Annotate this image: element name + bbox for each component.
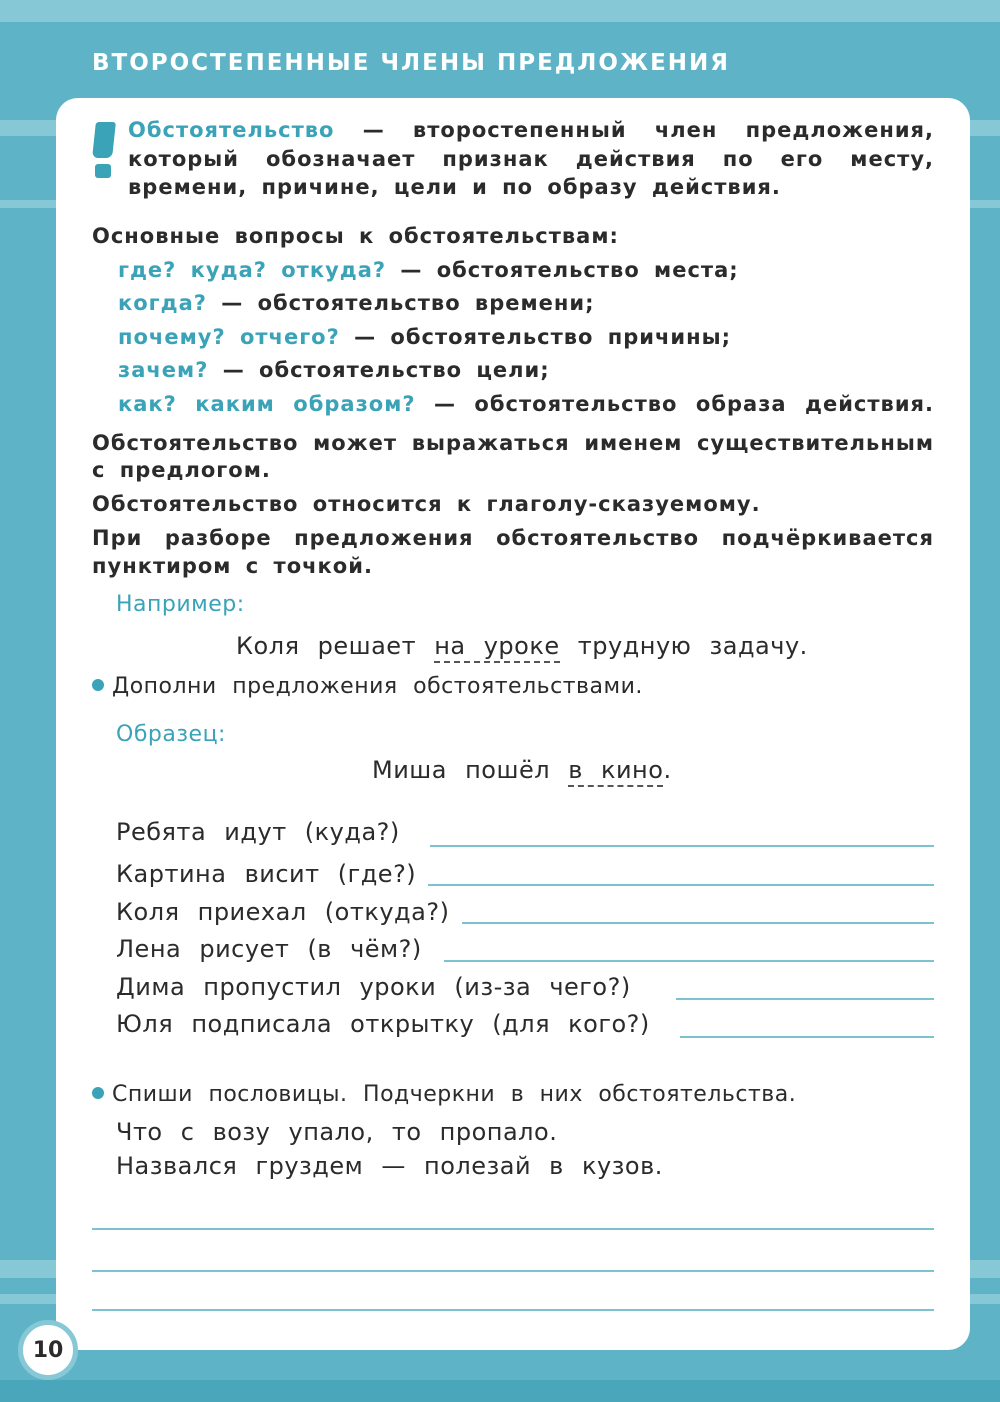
proverb: Назвался груздем — полезай в кузов. — [116, 1152, 663, 1180]
note-line: Обстоятельство относится к глаголу-сказуемому. — [92, 492, 761, 516]
example-adverbial: на уроке — [434, 632, 559, 663]
task-instruction-text: Дополни предложения обстоятельствами. — [112, 674, 643, 699]
sample-sentence — [372, 756, 672, 784]
rule-definition-start: — второстепенный член предложения, — [362, 118, 935, 142]
rule-term: Обстоятельство — [128, 118, 335, 142]
rule-line-1 — [128, 118, 934, 142]
exercise-sentence: Картина висит (где?) — [116, 860, 417, 888]
note-line: пунктиром с точкой. — [92, 554, 373, 578]
sample-text: Миша пошёл — [372, 756, 551, 784]
bg-stripe — [0, 0, 1000, 22]
answer-line[interactable] — [430, 845, 934, 847]
question-answer: — обстоятельство образа действия. — [434, 392, 934, 416]
question-words: зачем? — [118, 358, 209, 382]
answer-line[interactable] — [92, 1309, 934, 1311]
question-row — [118, 325, 731, 349]
question-answer: — обстоятельство причины; — [354, 325, 732, 349]
answer-line[interactable] — [92, 1228, 934, 1230]
bullet-icon — [92, 679, 104, 691]
answer-line[interactable] — [92, 1270, 934, 1272]
question-answer: — обстоятельство цели; — [222, 358, 550, 382]
question-words: где? куда? откуда? — [118, 258, 387, 282]
proverb: Что с возу упало, то пропало. — [116, 1118, 558, 1146]
page-header: ВТОРОСТЕПЕННЫЕ ЧЛЕНЫ ПРЕДЛОЖЕНИЯ — [92, 50, 730, 76]
answer-line[interactable] — [428, 884, 934, 886]
task-instruction-text: Спиши пословицы. Подчеркни в них обстоятельства. — [112, 1082, 797, 1107]
example-text: Коля решает — [236, 632, 417, 660]
rule-line-2: который обозначает признак действия по его месту, — [128, 147, 934, 171]
bg-stripe — [0, 1380, 1000, 1402]
rule-line-3: времени, причине, цели и по образу действия. — [128, 175, 781, 199]
questions-heading: Основные вопросы к обстоятельствам: — [92, 224, 619, 248]
answer-line[interactable] — [444, 960, 934, 962]
question-words: когда? — [118, 291, 207, 315]
question-row — [118, 258, 739, 282]
exercise-sentence: Лена рисует (в чём?) — [116, 935, 422, 963]
answer-line[interactable] — [462, 922, 934, 924]
bullet-icon — [92, 1087, 104, 1099]
exercise-sentence: Ребята идут (куда?) — [116, 818, 400, 846]
question-row — [118, 358, 550, 382]
sample-label: Образец: — [116, 722, 226, 747]
task-instruction — [92, 1082, 796, 1107]
task-instruction — [92, 674, 643, 699]
question-answer: — обстоятельство времени; — [221, 291, 595, 315]
note-line: с предлогом. — [92, 458, 271, 482]
answer-line[interactable] — [676, 998, 934, 1000]
exercise-sentence: Коля приехал (откуда?) — [116, 898, 450, 926]
question-words: почему? отчего? — [118, 325, 340, 349]
example-label: Например: — [116, 592, 245, 617]
page-number: 10 — [18, 1320, 78, 1380]
sample-adverbial: в кино — [568, 756, 663, 787]
question-words: как? каким образом? — [118, 392, 416, 416]
note-line: Обстоятельство может выражаться именем существительным — [92, 431, 934, 455]
question-row — [118, 392, 934, 416]
exercise-sentence: Дима пропустил уроки (из-за чего?) — [116, 973, 631, 1001]
answer-line[interactable] — [680, 1036, 934, 1038]
question-row — [118, 291, 595, 315]
example-text: трудную задачу. — [577, 632, 808, 660]
sample-text: . — [663, 756, 672, 784]
exclamation-icon — [92, 122, 116, 178]
exercise-sentence: Юля подписала открытку (для кого?) — [116, 1010, 650, 1038]
example-sentence — [236, 632, 808, 660]
question-answer: — обстоятельство места; — [400, 258, 739, 282]
note-line: При разборе предложения обстоятельство подчёркивается — [92, 526, 934, 550]
